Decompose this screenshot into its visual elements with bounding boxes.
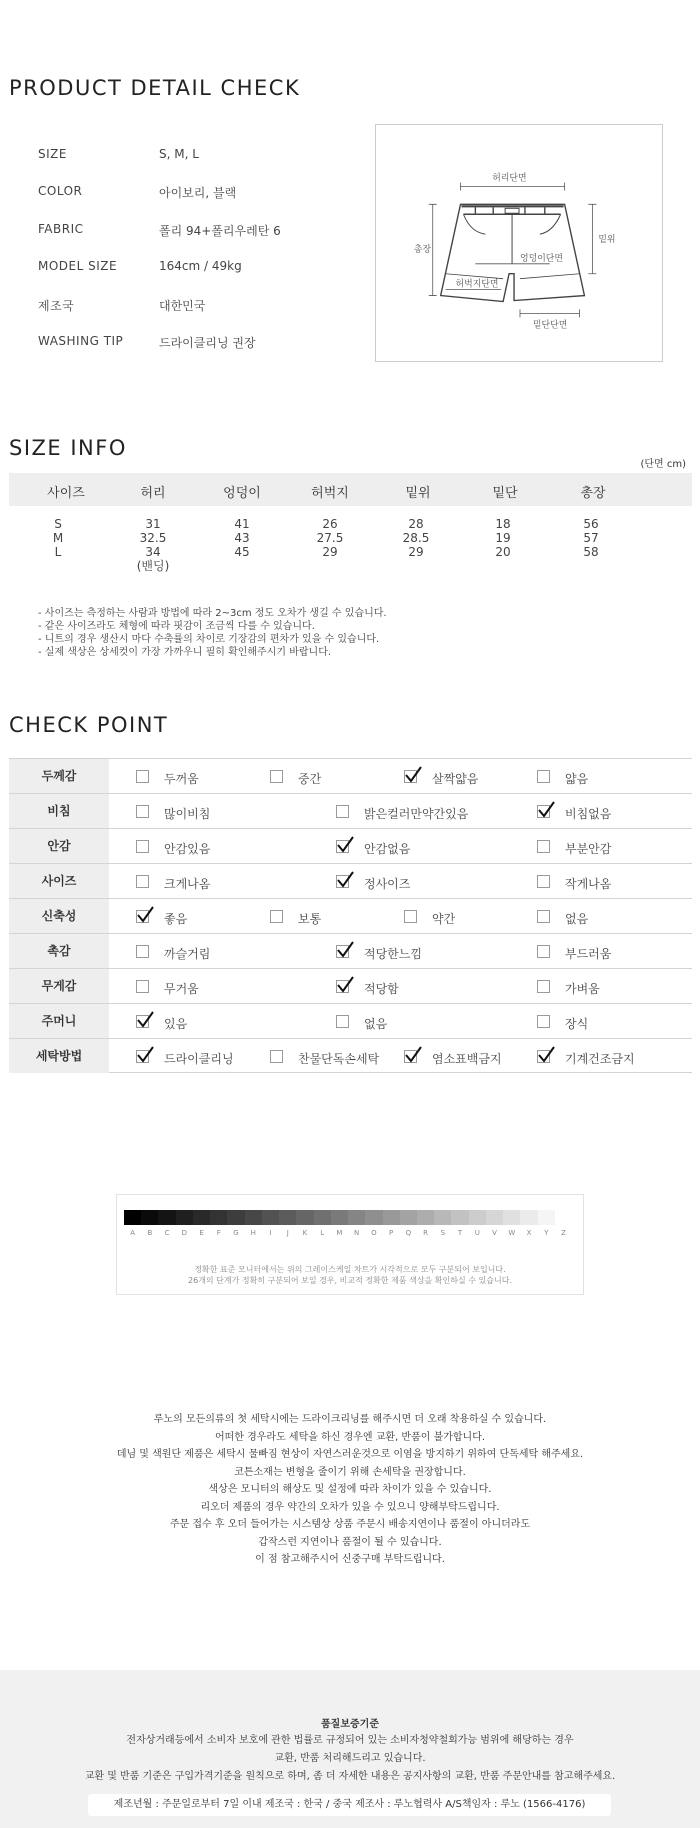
detail-value: S, M, L <box>159 147 199 161</box>
check-option-label: 드라이클리닝 <box>164 1052 234 1066</box>
footer-line: 전자상거래등에서 소비자 보호에 관한 법률로 규정되어 있는 소비자청약철회가능 범위에 해당하는 경우 <box>126 1735 574 1746</box>
grayscale-letter: L <box>320 1229 325 1237</box>
check-row-label: 신축성 <box>9 899 109 933</box>
grayscale-text-line: 정확한 표준 모니터에서는 위의 그레이스케일 차트가 시각적으로 모두 구분되어 보입니다. <box>194 1265 506 1274</box>
footer-info-bar: 제조년월 : 주문일로부터 7일 이내 제조국 : 한국 / 중국 제조사 : 루노협력사 A/S책임자 : 루노 (1566-4176) <box>88 1794 611 1816</box>
footer-title: 품질보증기준 <box>321 1719 379 1730</box>
grayscale-letters <box>124 1229 572 1237</box>
check-row <box>9 863 692 898</box>
waist-note: (밴딩) <box>136 559 170 573</box>
check-row-label: 주머니 <box>9 1004 109 1038</box>
quality-footer <box>0 1670 700 1828</box>
grayscale-step <box>331 1210 348 1225</box>
check-row <box>9 758 692 793</box>
grayscale-letter: A <box>130 1229 136 1237</box>
check-option-label: 안감있음 <box>164 842 211 856</box>
check-row-label: 세탁방법 <box>9 1039 109 1073</box>
check-option-label: 장식 <box>565 1017 589 1031</box>
check-option-label: 정사이즈 <box>364 877 411 891</box>
table-cell: 31 <box>145 517 161 531</box>
size-header-cell: 사이즈 <box>47 486 85 501</box>
grayscale-letter: K <box>302 1229 308 1237</box>
note-line: - 니트의 경우 생산시 마다 수축률의 차이로 기장감의 편차가 있을 수 있습니다. <box>38 634 380 645</box>
grayscale-letter: F <box>216 1229 221 1237</box>
grayscale-step <box>417 1210 434 1225</box>
unchecked-box-icon <box>270 1050 283 1063</box>
check-row-label: 촉감 <box>9 934 109 968</box>
size-header-cell: 밑위 <box>405 486 431 501</box>
grayscale-step <box>245 1210 262 1225</box>
detail-value: 아이보리, 블랙 <box>159 186 237 200</box>
table-cell: 28.5 <box>402 531 430 545</box>
table-cell: 58 <box>583 545 599 559</box>
grayscale-letter: O <box>371 1229 377 1237</box>
note-line: - 사이즈는 측정하는 사람과 방법에 따라 2~3cm 정도 오차가 생길 수 있습니다. <box>38 608 387 619</box>
grayscale-letter: D <box>181 1229 188 1237</box>
notice-line: 주문 접수 후 오더 들어가는 시스템상 상품 주문시 배송지연이나 품절이 아니더라도 <box>169 1519 531 1530</box>
unchecked-box-icon <box>537 980 550 993</box>
check-point-title: CHECK POINT <box>9 713 169 737</box>
grayscale-letter: E <box>199 1229 204 1237</box>
unchecked-box-icon <box>336 805 349 818</box>
check-option-label: 밝은컬러만약간있음 <box>364 807 469 821</box>
label-total: 총장 <box>413 244 432 255</box>
label-hip: 엉덩이단면 <box>519 253 564 264</box>
check-option-label: 부분안감 <box>565 842 612 856</box>
table-cell: 28 <box>408 517 424 531</box>
checked-box-icon <box>336 840 349 853</box>
grayscale-letter: Q <box>405 1229 412 1237</box>
grayscale-chart <box>116 1194 584 1295</box>
unchecked-box-icon <box>136 770 149 783</box>
check-option-label: 보통 <box>298 912 322 926</box>
table-cell: 34 <box>145 545 161 559</box>
grayscale-letter: V <box>492 1229 497 1237</box>
check-option-label: 비침없음 <box>565 807 612 821</box>
grayscale-step <box>520 1210 537 1225</box>
grayscale-step <box>383 1210 400 1225</box>
table-cell: 20 <box>495 545 511 559</box>
check-row <box>9 1038 692 1073</box>
notice-line: 데님 및 색원단 제품은 세탁시 물빠짐 현상이 자연스러운것으로 이염을 방지하기 위하여 단독세탁 해주세요. <box>116 1449 584 1460</box>
grayscale-step <box>400 1210 417 1225</box>
check-row <box>9 828 692 863</box>
size-header-cell: 총장 <box>580 486 606 501</box>
shorts-diagram <box>375 124 663 362</box>
table-cell: 45 <box>234 545 250 559</box>
check-row-label: 비침 <box>9 794 109 828</box>
table-cell: M <box>52 531 64 545</box>
grayscale-step <box>434 1210 451 1225</box>
grayscale-step <box>538 1210 555 1225</box>
unchecked-box-icon <box>136 945 149 958</box>
label-waist: 허리단면 <box>492 173 527 184</box>
checked-box-icon <box>336 980 349 993</box>
check-row-label: 안감 <box>9 829 109 863</box>
checked-box-icon <box>136 1015 149 1028</box>
notice-line: 이 점 참고해주시어 신중구매 부탁드립니다. <box>255 1554 445 1565</box>
label-thigh: 허벅지단면 <box>455 279 499 290</box>
checked-box-icon <box>136 910 149 923</box>
grayscale-text-line: 26개의 단계가 정확히 구분되어 보일 경우, 비교적 정확한 제품 색상을 확인하실 수 있습니다. <box>188 1276 512 1285</box>
note-line: - 같은 사이즈라도 체형에 따라 핏감이 조금씩 다를 수 있습니다. <box>38 621 315 632</box>
detail-value: 드라이클리닝 권장 <box>159 336 256 350</box>
grayscale-step <box>158 1210 175 1225</box>
check-option-label: 없음 <box>565 912 589 926</box>
grayscale-step <box>227 1210 244 1225</box>
care-notice <box>0 1411 700 1569</box>
detail-value: 폴리 94+폴리우레탄 6 <box>159 224 281 238</box>
size-header-cell: 밑단 <box>492 486 518 501</box>
check-row <box>9 933 692 968</box>
notice-line: 루노의 모든의류의 첫 세탁시에는 드라이크리닝를 해주시면 더 오래 착용하실 수 있습니다. <box>153 1414 547 1425</box>
check-row <box>9 1003 692 1038</box>
check-row <box>9 793 692 828</box>
check-option-label: 없음 <box>364 1017 388 1031</box>
notice-line: 코튼소재는 변형을 줄이기 위해 손세탁을 권장합니다. <box>234 1466 466 1478</box>
detail-title: PRODUCT DETAIL CHECK <box>9 76 301 100</box>
checked-box-icon <box>404 1050 417 1063</box>
grayscale-letter: T <box>457 1229 463 1237</box>
grayscale-letter: Y <box>544 1229 549 1237</box>
checked-box-icon <box>336 945 349 958</box>
check-row <box>9 968 692 1003</box>
unchecked-box-icon <box>136 805 149 818</box>
checked-box-icon <box>136 1050 149 1063</box>
check-row-label: 두께감 <box>9 759 109 793</box>
unchecked-box-icon <box>537 875 550 888</box>
grayscale-letter: X <box>526 1229 532 1237</box>
unchecked-box-icon <box>336 1015 349 1028</box>
table-cell: 41 <box>234 517 250 531</box>
size-header-cell: 엉덩이 <box>223 486 261 501</box>
grayscale-step <box>503 1210 520 1225</box>
detail-value: 164cm / 49kg <box>159 259 242 273</box>
unchecked-box-icon <box>537 1015 550 1028</box>
unchecked-box-icon <box>270 910 283 923</box>
table-cell: S <box>54 517 62 531</box>
grayscale-step <box>451 1210 468 1225</box>
unchecked-box-icon <box>537 910 550 923</box>
notice-line: 리오더 제품의 경우 약간의 오차가 있을 수 있으니 양해부탁드립니다. <box>200 1501 500 1513</box>
check-row-label: 사이즈 <box>9 864 109 898</box>
grayscale-letter: H <box>250 1229 256 1237</box>
note-line: - 실제 색상은 상세컷이 가장 가까우니 필히 확인해주시기 바랍니다. <box>38 647 332 658</box>
grayscale-text <box>117 1264 583 1286</box>
notice-line: 어떠한 경우라도 세탁을 하신 경우엔 교환, 반품이 불가합니다. <box>214 1431 486 1443</box>
grayscale-step <box>262 1210 279 1225</box>
check-option-label: 적당함 <box>364 982 399 996</box>
size-info-title: SIZE INFO <box>9 436 127 460</box>
grayscale-letter: U <box>474 1229 480 1237</box>
check-option-label: 약간 <box>432 912 456 926</box>
check-option-label: 있음 <box>164 1017 188 1031</box>
table-cell: 26 <box>322 517 338 531</box>
grayscale-step <box>314 1210 331 1225</box>
grayscale-letter: S <box>440 1229 446 1237</box>
grayscale-step <box>555 1210 572 1225</box>
grayscale-letter: W <box>508 1229 516 1237</box>
table-cell: 27.5 <box>316 531 344 545</box>
unchecked-box-icon <box>404 910 417 923</box>
detail-key: SIZE <box>38 147 67 161</box>
unchecked-box-icon <box>537 770 550 783</box>
checked-box-icon <box>537 1050 550 1063</box>
label-hem: 밑단단면 <box>532 320 568 331</box>
detail-key: COLOR <box>38 184 83 198</box>
unchecked-box-icon <box>136 840 149 853</box>
grayscale-step <box>296 1210 313 1225</box>
grayscale-step <box>210 1210 227 1225</box>
check-option-label: 얇음 <box>565 772 589 786</box>
grayscale-step <box>193 1210 210 1225</box>
table-cell: 57 <box>583 531 599 545</box>
check-row <box>9 898 692 933</box>
unchecked-box-icon <box>270 770 283 783</box>
checked-box-icon <box>336 875 349 888</box>
check-option-label: 염소표백금지 <box>432 1052 502 1066</box>
check-option-label: 두꺼움 <box>164 772 199 786</box>
table-cell: 19 <box>495 531 511 545</box>
size-notes <box>38 607 387 659</box>
size-header-cell: 허벅지 <box>311 486 349 501</box>
grayscale-step <box>124 1210 141 1225</box>
table-cell: 43 <box>234 531 250 545</box>
check-option-label: 크게나옴 <box>164 877 211 891</box>
grayscale-step <box>486 1210 503 1225</box>
footer-line: 교환, 반품 처리해드리고 있습니다. <box>274 1753 426 1764</box>
unchecked-box-icon <box>537 840 550 853</box>
grayscale-letter: G <box>233 1229 239 1237</box>
check-option-label: 부드러움 <box>565 947 612 961</box>
check-option-label: 찬물단독손세탁 <box>298 1052 380 1066</box>
check-option-label: 까슬거림 <box>164 947 211 961</box>
check-option-label: 살짝얇음 <box>432 772 479 786</box>
detail-key: MODEL SIZE <box>38 259 118 273</box>
check-option-label: 무거움 <box>164 982 199 996</box>
check-option-label: 안감없음 <box>364 842 411 856</box>
check-option-label: 많이비침 <box>164 807 211 821</box>
shorts-sketch-icon <box>376 125 662 361</box>
detail-key: 제조국 <box>38 299 75 313</box>
size-unit: (단면 cm) <box>640 459 686 470</box>
check-row-label: 무게감 <box>9 969 109 1003</box>
table-cell: 29 <box>408 545 424 559</box>
unchecked-box-icon <box>136 875 149 888</box>
check-option-label: 가벼움 <box>565 982 600 996</box>
table-cell: 32.5 <box>139 531 167 545</box>
notice-line: 갑작스런 지연이나 품절이 될 수 있습니다. <box>258 1536 442 1548</box>
grayscale-letter: B <box>147 1229 153 1237</box>
grayscale-step <box>469 1210 486 1225</box>
label-rise: 밑위 <box>598 235 616 246</box>
check-option-label: 기계건조금지 <box>565 1052 635 1066</box>
footer-line: 교환 및 반품 기준은 구입가격기준을 원칙으로 하며, 좀 더 자세한 내용은 공지사항의 교환, 반품 주문안내를 참고해주세요. <box>84 1771 616 1782</box>
grayscale-letter: P <box>389 1229 394 1237</box>
detail-value: 대한민국 <box>159 299 206 313</box>
grayscale-letter: R <box>423 1229 429 1237</box>
checked-box-icon <box>537 805 550 818</box>
grayscale-letter: M <box>336 1229 343 1237</box>
grayscale-letter: N <box>354 1229 360 1237</box>
unchecked-box-icon <box>136 980 149 993</box>
detail-key: WASHING TIP <box>38 334 124 348</box>
table-cell: 29 <box>322 545 338 559</box>
notice-line: 색상은 모니터의 해상도 및 설정에 따라 차이가 있을 수 있습니다. <box>208 1484 492 1495</box>
check-option-label: 작게나옴 <box>565 877 612 891</box>
grayscale-step <box>176 1210 193 1225</box>
check-option-label: 적당한느낌 <box>364 947 422 961</box>
grayscale-strip <box>124 1210 572 1225</box>
grayscale-step <box>365 1210 382 1225</box>
check-option-label: 중간 <box>298 772 322 786</box>
detail-key: FABRIC <box>38 222 84 236</box>
grayscale-letter: J <box>286 1229 289 1237</box>
grayscale-letter: C <box>164 1229 170 1237</box>
grayscale-step <box>279 1210 296 1225</box>
table-cell: L <box>54 545 62 559</box>
grayscale-letter: I <box>269 1229 272 1237</box>
checked-box-icon <box>404 770 417 783</box>
check-option-label: 좋음 <box>164 912 188 926</box>
grayscale-letter: Z <box>561 1229 566 1237</box>
table-cell: 18 <box>495 517 511 531</box>
size-header-cell: 허리 <box>140 486 166 501</box>
unchecked-box-icon <box>537 945 550 958</box>
grayscale-step <box>348 1210 365 1225</box>
grayscale-step <box>141 1210 158 1225</box>
table-cell: 56 <box>583 517 599 531</box>
size-table-header <box>9 473 692 506</box>
